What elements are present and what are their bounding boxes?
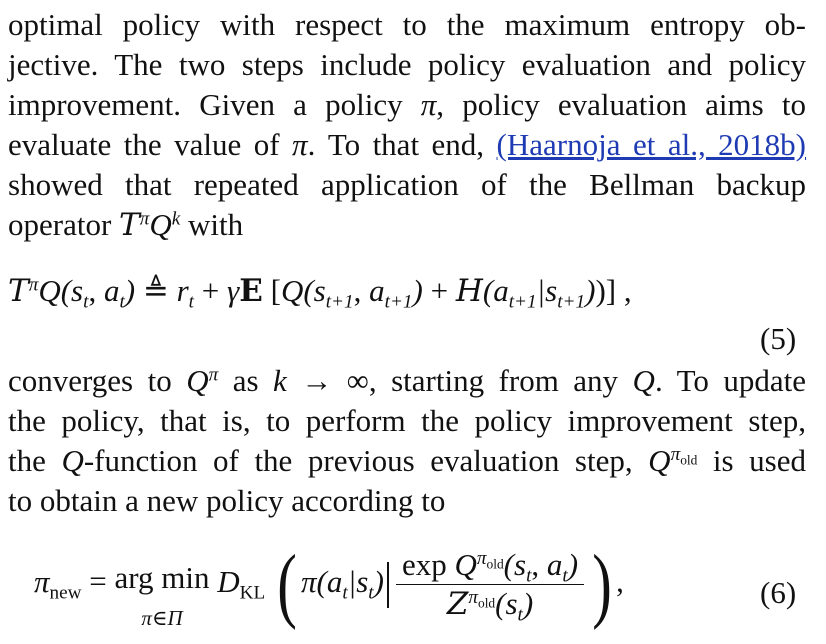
text-line-8: the policy, that is, to perform the policy improvement step, [8, 403, 806, 438]
text-line-10: to obtain a new policy according to [8, 483, 446, 518]
text-line-7: converges to $Q^\pi$ as k → ∞, starting from any Q. To update [8, 363, 806, 398]
math-pi: π [292, 127, 308, 162]
math-q-pi-old: $Q^{\pi_{old}}$ [648, 443, 698, 478]
text-line-5: showed that repeated application of the Bellman backup [8, 167, 806, 202]
math-k-limit: k → ∞ [273, 363, 369, 398]
math-q-pi: $Q^\pi$ [186, 363, 219, 398]
text-line-2: jective. The two steps include policy evaluation and policy [8, 47, 806, 82]
text-line-9: the Q-function of the previous evaluation step, $Q^{\pi_{old}}$ is used [8, 443, 807, 478]
fraction: $\frac{\exp Q^{\pi_{old}}(s_t, a_t)}{Z^{\pi_{old}}(s_t)}$ [396, 548, 584, 621]
citation-link[interactable]: (Haarnoja et al., 2018b) [496, 127, 807, 162]
text-line-1: optimal policy with respect to the maximum entropy ob- [8, 7, 806, 42]
equation-6: $\pi_{new}$ = arg min π∈Π $D_{KL}$ ( $\pi(a_t|s_t)$ $\frac{\exp Q^{\pi_{old}}(s_t, a_t)}{Z^{\pi_{old}}(s_t)}$ ) , [34, 537, 624, 631]
argmin-operator: arg min π∈Π [114, 560, 210, 630]
equation-5: $T^\pi Q(s_t$, $a_t$) ≜ $r_t + \gamma E$ [$Q(s_{t+1}$, $a_{t+1}) + H(a_{t+1}|s_{t+1})$)] , [8, 273, 632, 313]
text-line-6: operator $T^\pi Q^k$ with [8, 207, 244, 243]
math-pi: π [420, 87, 437, 122]
math-bellman-operator: $T^\pi Q^k$ [119, 207, 181, 243]
equation-number-6: (6) [760, 575, 797, 610]
text-line-3: improvement. Given a policy π, policy evaluation aims to [8, 87, 806, 122]
text-line-4: evaluate the value of π. To that end, (Haarnoja et al., 2018b) [8, 127, 807, 162]
equation-number-5: (5) [760, 321, 797, 356]
